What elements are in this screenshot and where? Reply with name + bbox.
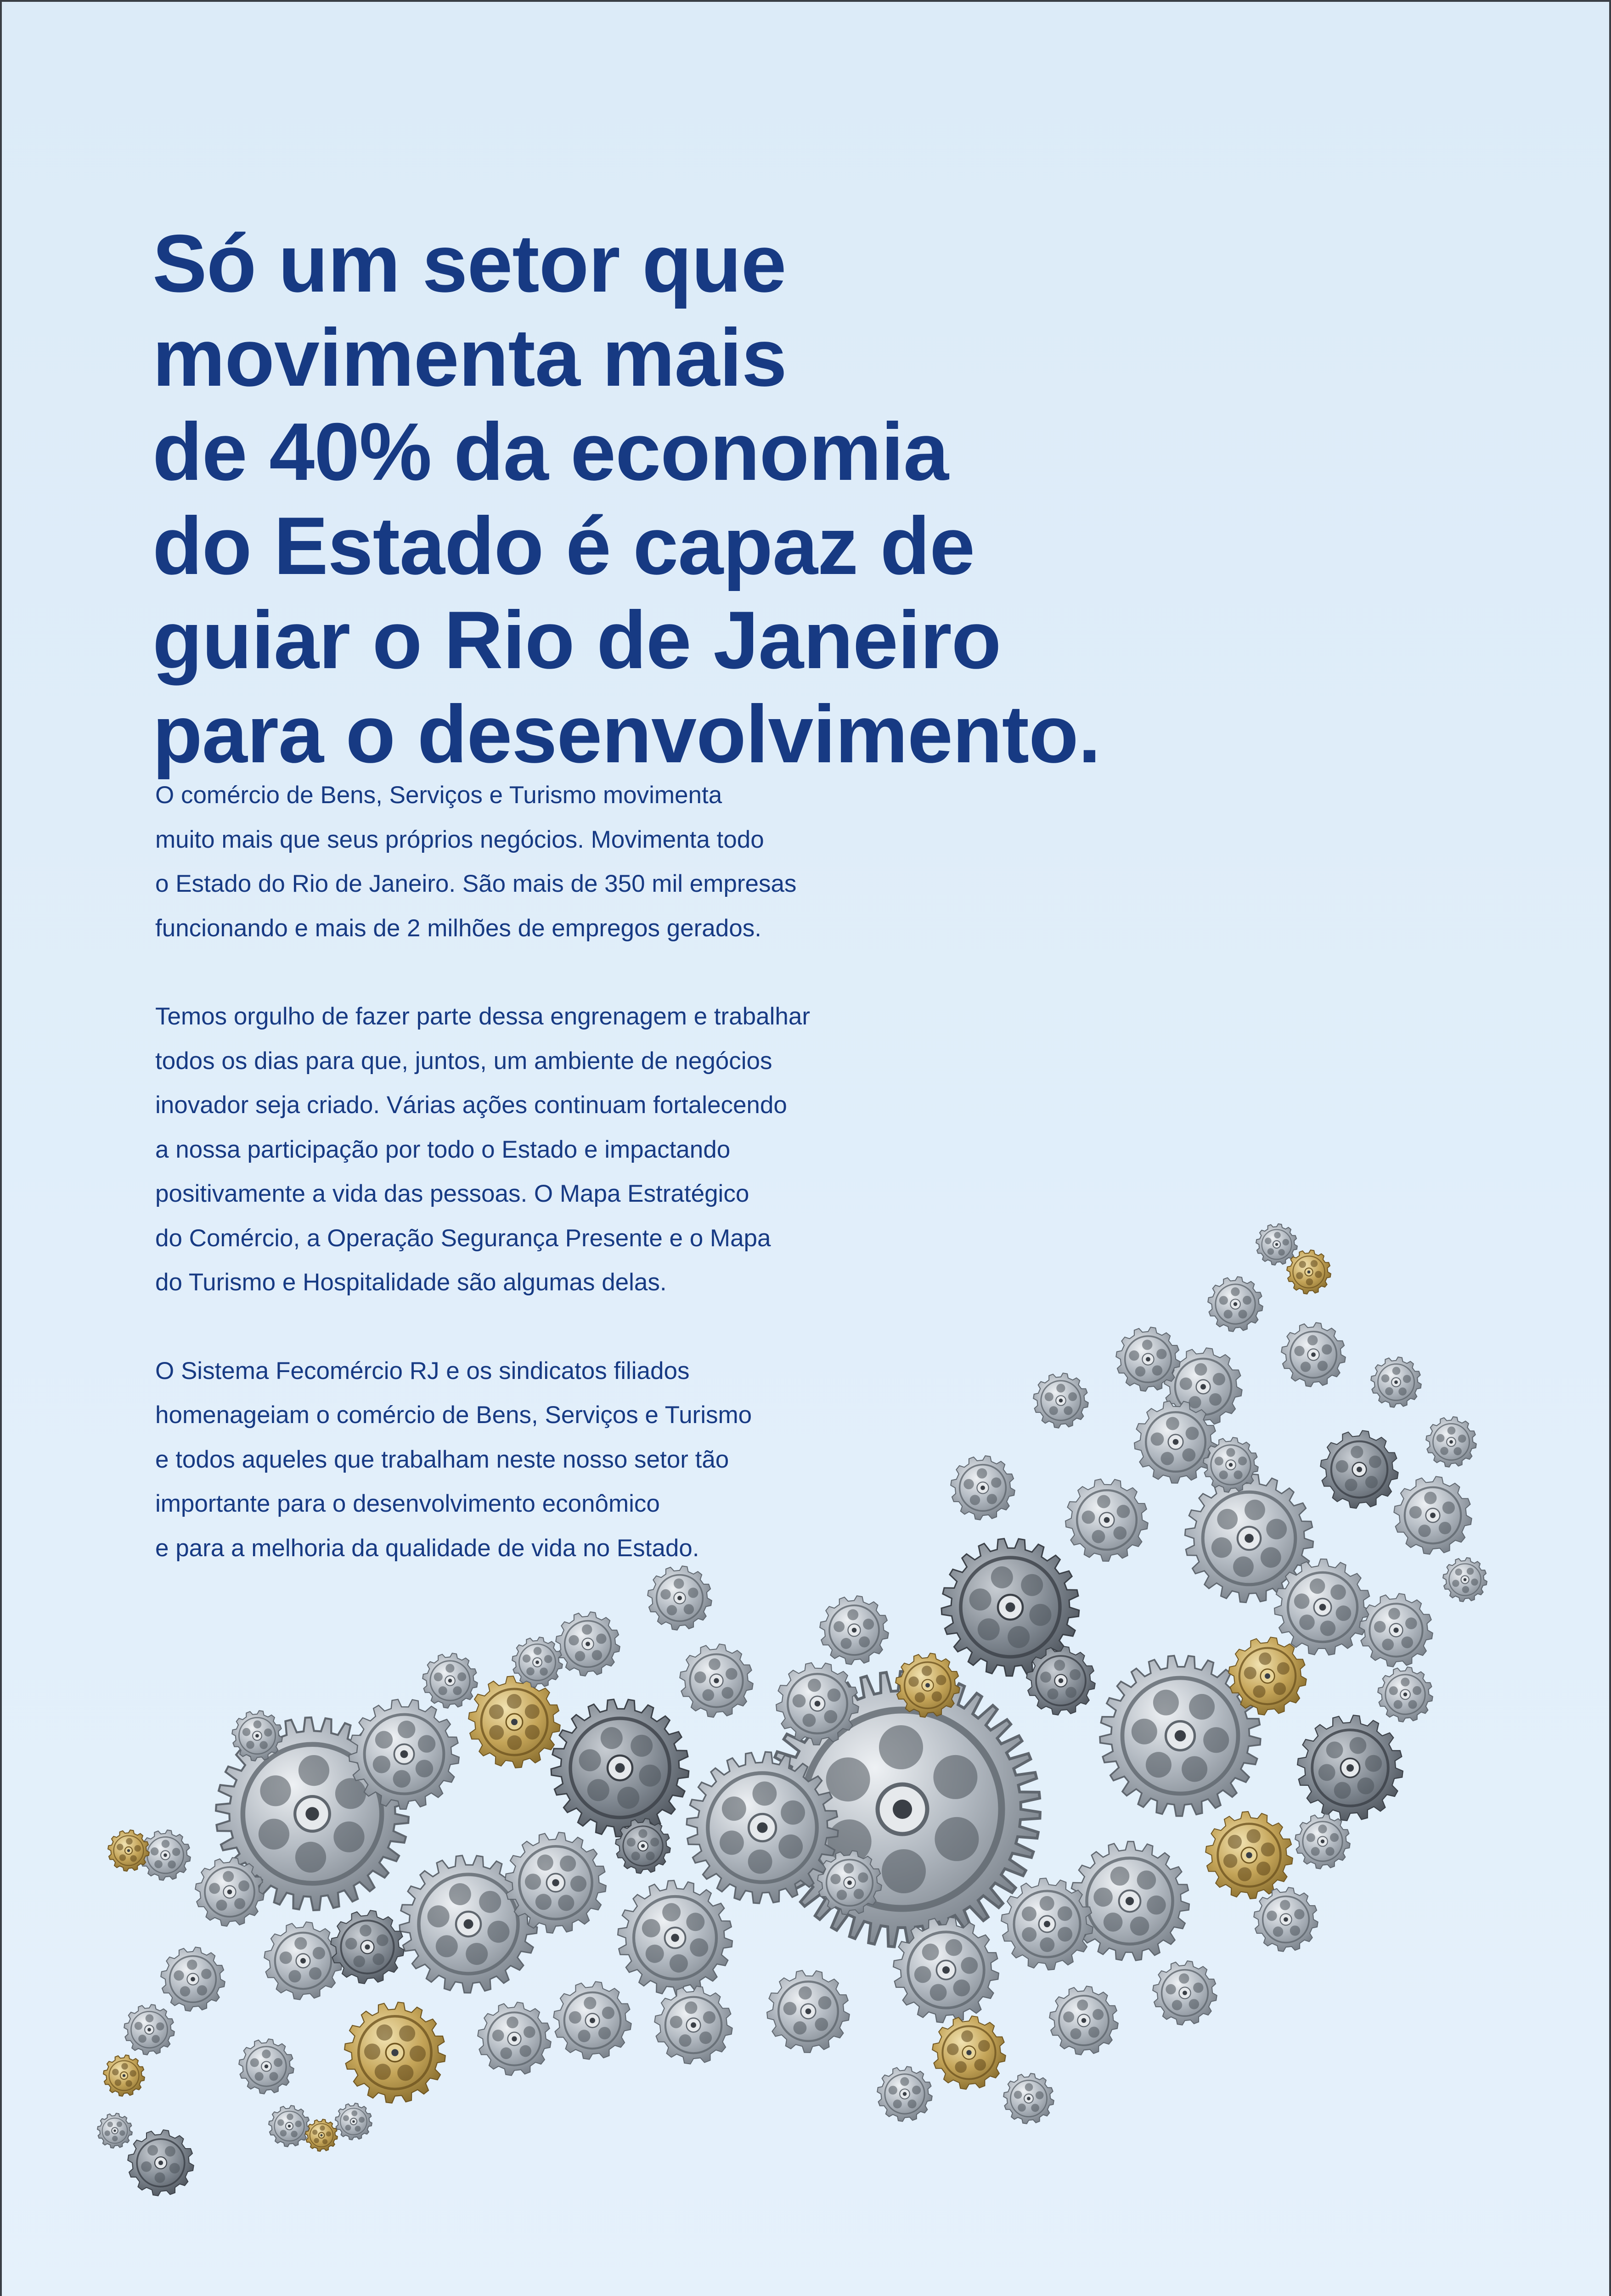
body-line: todos os dias para que, juntos, um ambiente de negócios bbox=[155, 1047, 772, 1075]
gear-icon bbox=[618, 1880, 732, 1995]
gear-cluster bbox=[97, 1224, 1487, 2196]
body-line: e para a melhoria da qualidade de vida no Estado. bbox=[155, 1534, 699, 1562]
headline-line: guiar o Rio de Janeiro bbox=[152, 594, 1001, 686]
gear-icon bbox=[1033, 1373, 1088, 1428]
gold-gear-icon bbox=[1287, 1250, 1331, 1294]
gear-icon bbox=[478, 2002, 551, 2076]
body-line: O Sistema Fecomércio RJ e os sindicatos filiados bbox=[155, 1357, 690, 1384]
gear-icon bbox=[239, 2039, 294, 2094]
gear-icon bbox=[422, 1653, 478, 1708]
body-line: o Estado do Rio de Janeiro. São mais de 350 mil empresas bbox=[155, 870, 797, 897]
gear-icon bbox=[97, 2113, 132, 2148]
gear-icon bbox=[1070, 1841, 1189, 1960]
gear-icon bbox=[1049, 1986, 1118, 2055]
gear-icon bbox=[349, 1699, 459, 1809]
gear-icon bbox=[1065, 1479, 1148, 1561]
gear-icon bbox=[1208, 1277, 1263, 1332]
gear-icon bbox=[124, 2004, 175, 2055]
gear-map-illustration bbox=[73, 1203, 1497, 2232]
body-line: do Turismo e Hospitalidade são algumas delas. bbox=[155, 1269, 667, 1296]
gear-icon bbox=[1295, 1814, 1350, 1869]
gear-icon bbox=[335, 2103, 372, 2140]
gear-icon bbox=[1443, 1558, 1487, 1602]
body-line: muito mais que seus próprios negócios. Movimenta todo bbox=[155, 826, 764, 853]
body-paragraph bbox=[155, 773, 982, 951]
gold-gear-icon bbox=[1205, 1812, 1293, 1899]
gear-icon bbox=[1274, 1559, 1371, 1655]
gear-icon bbox=[512, 1637, 563, 1688]
gear-icon bbox=[269, 2105, 310, 2147]
gear-icon bbox=[767, 1970, 850, 2053]
headline-line: movimenta mais bbox=[152, 312, 787, 404]
gold-gear-icon bbox=[932, 2016, 1006, 2089]
body-line: Temos orgulho de fazer parte dessa engrenagem e trabalhar bbox=[155, 1003, 810, 1030]
headline-line: para o desenvolvimento. bbox=[152, 688, 1101, 780]
gear-icon bbox=[161, 1947, 225, 2011]
body-line: homenageiam o comércio de Bens, Serviços e Turismo bbox=[155, 1401, 752, 1429]
body-line: do Comércio, a Operação Segurança Presente e o Mapa bbox=[155, 1224, 771, 1252]
body-line: funcionando e mais de 2 milhões de empregos gerados. bbox=[155, 914, 761, 942]
body-line: importante para o desenvolvimento econômico bbox=[155, 1490, 660, 1517]
headline-line: Só um setor que bbox=[152, 218, 786, 310]
gear-icon bbox=[1001, 1878, 1093, 1970]
gold-gear-icon bbox=[108, 1830, 149, 1871]
gear-icon bbox=[680, 1644, 753, 1717]
body-line: e todos aqueles que trabalham neste nosso setor tão bbox=[155, 1446, 729, 1473]
body-line: positivamente a vida das pessoas. O Mapa Estratégico bbox=[155, 1180, 749, 1207]
body-line: a nossa participação por todo o Estado e impactando bbox=[155, 1136, 731, 1163]
headline-line: de 40% da economia bbox=[152, 406, 948, 498]
gear-icon bbox=[951, 1456, 1015, 1520]
gear-icon bbox=[553, 1981, 631, 2059]
gear-icon bbox=[556, 1612, 620, 1676]
headline bbox=[152, 216, 1392, 781]
gear-icon bbox=[128, 2130, 194, 2196]
gold-gear-icon bbox=[468, 1676, 560, 1768]
gear-icon bbox=[1254, 1887, 1318, 1952]
gear-icon bbox=[1320, 1430, 1398, 1508]
body-line: inovador seja criado. Várias ações continuam fortalecendo bbox=[155, 1092, 787, 1119]
gear-icon bbox=[1297, 1715, 1403, 1821]
gear-icon bbox=[877, 2066, 932, 2122]
gear-icon bbox=[1426, 1417, 1476, 1467]
gear-icon bbox=[1394, 1476, 1471, 1554]
gear-icon bbox=[264, 1922, 342, 1999]
gear-icon bbox=[654, 1986, 732, 2064]
gear-icon bbox=[551, 1699, 689, 1837]
gear-icon bbox=[1378, 1667, 1433, 1722]
gear-icon bbox=[331, 1910, 404, 1984]
gear-icon bbox=[1371, 1357, 1421, 1407]
gear-icon bbox=[1359, 1593, 1433, 1667]
body-line: O comércio de Bens, Serviços e Turismo movimenta bbox=[155, 782, 722, 809]
gold-gear-icon bbox=[103, 2055, 145, 2096]
gold-gear-icon bbox=[344, 2002, 445, 2103]
gear-icon bbox=[648, 1566, 712, 1630]
gear-icon bbox=[1134, 1401, 1217, 1483]
gear-icon bbox=[1153, 1961, 1217, 2025]
headline-line: do Estado é capaz de bbox=[152, 500, 975, 592]
gear-icon bbox=[1003, 2073, 1054, 2124]
gear-icon bbox=[820, 1596, 889, 1665]
gear-icon bbox=[232, 1711, 282, 1761]
gold-gear-icon bbox=[305, 2119, 338, 2151]
gear-icon bbox=[1281, 1322, 1346, 1387]
